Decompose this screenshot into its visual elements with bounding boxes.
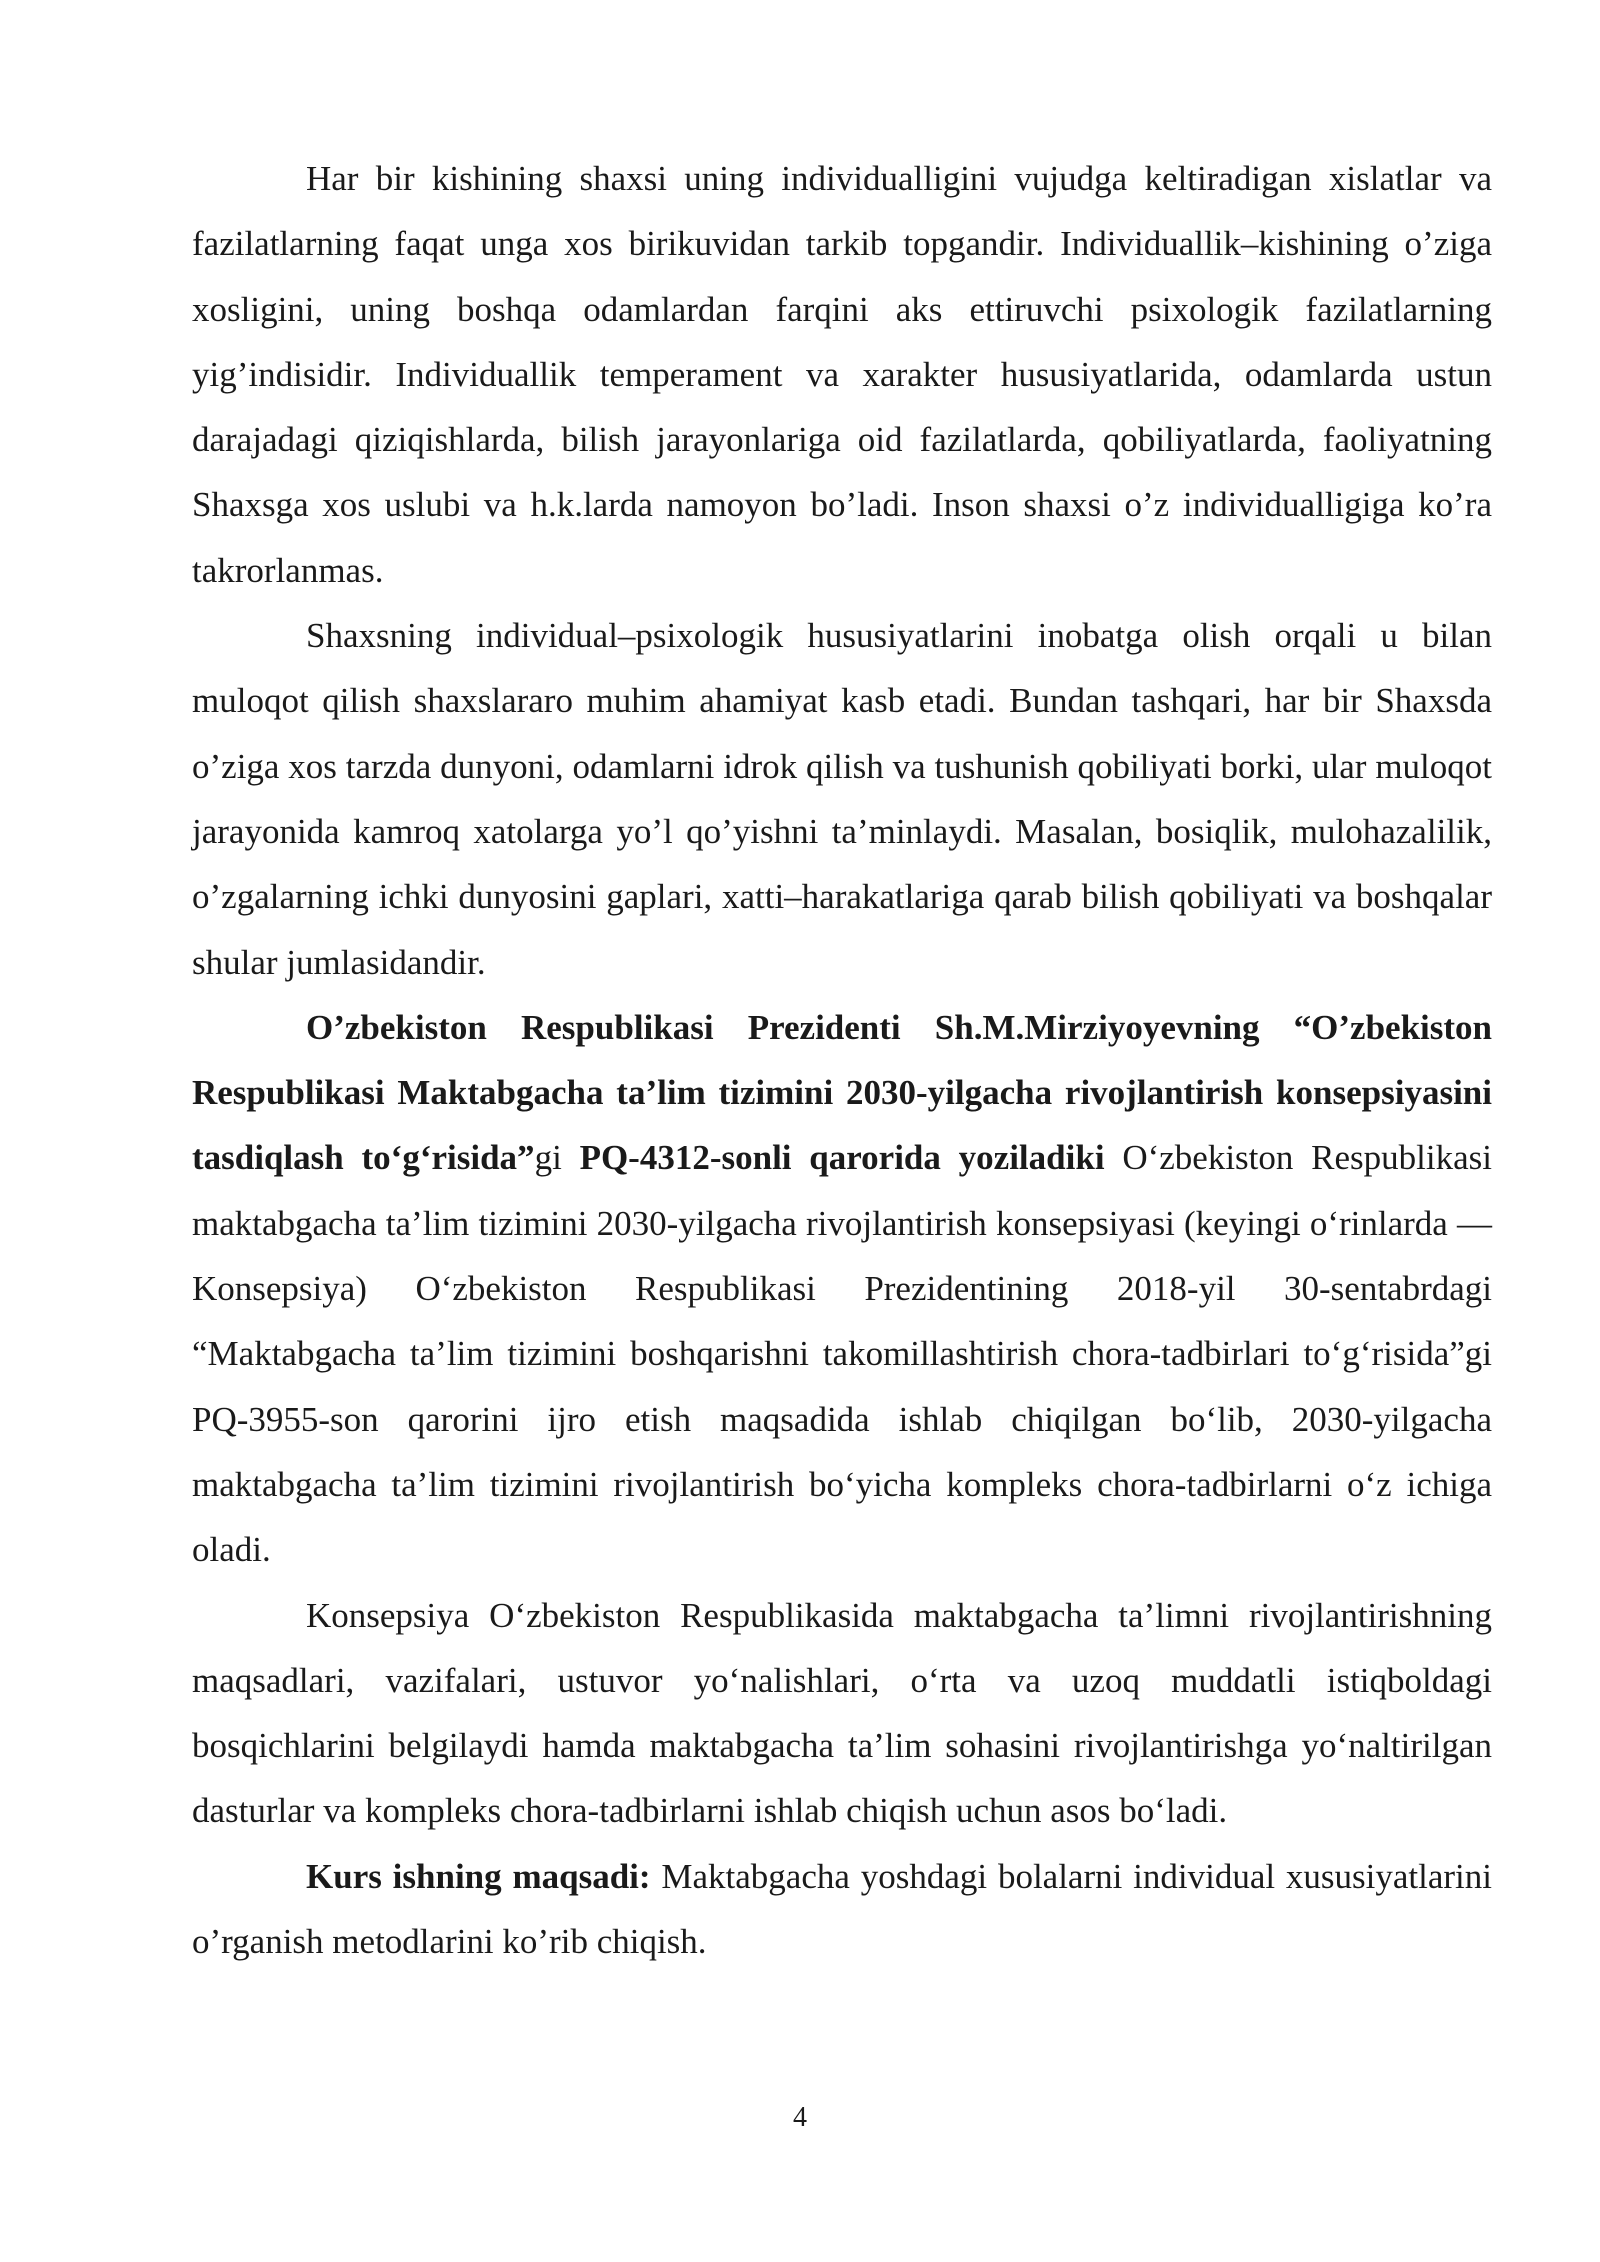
page-number: 4 (793, 2102, 807, 2133)
document-page (192, 146, 1492, 1974)
paragraph-individuality: Har bir kishining shaxsi uning individualligini vujudga keltiradigan xislatlar va fazilatlarning faqat unga xos birikuvidan tarkib topgandir. Individuallik–kishining o’ziga xosligini, uning boshqa odamlardan farqini aks ettiruvchi psixologik fazilatlarning yig’indisidir. Individuallik temperament va xarakter hususiyatlarida, odamlarda ustun darajadagi qiziqishlarda, bilish jarayonlariga oid fazilatlarda, qobiliyatlarda, faoliyatning Shaxsga xos uslubi va h.k.larda namoyon bo’ladi. Inson shaxsi o’z individualligiga ko’ra takrorlanmas. (192, 159, 1492, 590)
decree-body: O‘zbekiston Respublikasi maktabgacha ta’lim tizimini 2030-yilgacha rivojlantirish konsepsiyasi (keyingi o‘rinlarda — Konsepsiya) O‘zbekiston Respublikasi Prezidentining 2018-yil 30-sentabrdagi “Maktabgacha ta’lim tizimini boshqarishni takomillashtirish chora-tadbirlari to‘g‘risida”gi PQ-3955-son qarorini ijro etish maqsadida ishlab chiqilgan bo‘lib, 2030-yilgacha maktabgacha ta’lim tizimini rivojlantirish bo‘yicha kompleks chora-tadbirlarni o‘z ichiga oladi. (192, 1138, 1493, 1570)
decree-title: O’zbekiston Respublikasi Prezidenti Sh.M.Mirziyoyevning “O’zbekiston Respublikasi Maktabgacha ta’lim tizimini 2030-yilgacha rivojlantirish konsepsiyasini tasdiqlash to‘g‘risida” (192, 1007, 1492, 1178)
course-goal-text: Maktabgacha yoshdagi bolalarni individual xususiyatlarini o’rganish metodlarini ko’rib chiqish. (192, 1856, 1493, 1962)
course-goal-label: Kurs ishning maqsadi: (306, 1856, 651, 1896)
decree-number: PQ-4312-sonli qarorida yoziladiki (579, 1138, 1105, 1178)
paragraph-communication: Shaxsning individual–psixologik hususiyatlarini inobatga olish orqali u bilan muloqot qilish shaxslararo muhim ahamiyat kasb etadi. Bundan tashqari, har bir Shaxsda o’ziga xos tarzda dunyoni, odamlarni idrok qilish va tushunish qobiliyati borki, ular muloqot jarayonida kamroq xatolarga yo’l qo’yishni ta’minlaydi. Masalan, bosiqlik, mulohazalilik, o’zgalarning ichki dunyosini gaplari, xatti–harakatlariga qarab bilish qobiliyati va boshqalar shular jumlasidandir. (192, 616, 1492, 982)
paragraph-presidential-decree (192, 995, 1492, 1583)
paragraph-course-goal (192, 1844, 1492, 1975)
paragraph-concept: Konsepsiya O‘zbekiston Respublikasida maktabgacha ta’limni rivojlantirishning maqsadlari, vazifalari, ustuvor yo‘nalishlari, o‘rta va uzoq muddatli istiqboldagi bosqichlarini belgilaydi hamda maktabgacha ta’lim sohasini rivojlantirishga yo‘naltirilgan dasturlar va kompleks chora-tadbirlarni ishlab chiqish uchun asos bo‘ladi. (192, 1595, 1492, 1831)
decree-suffix: gi (534, 1138, 580, 1178)
